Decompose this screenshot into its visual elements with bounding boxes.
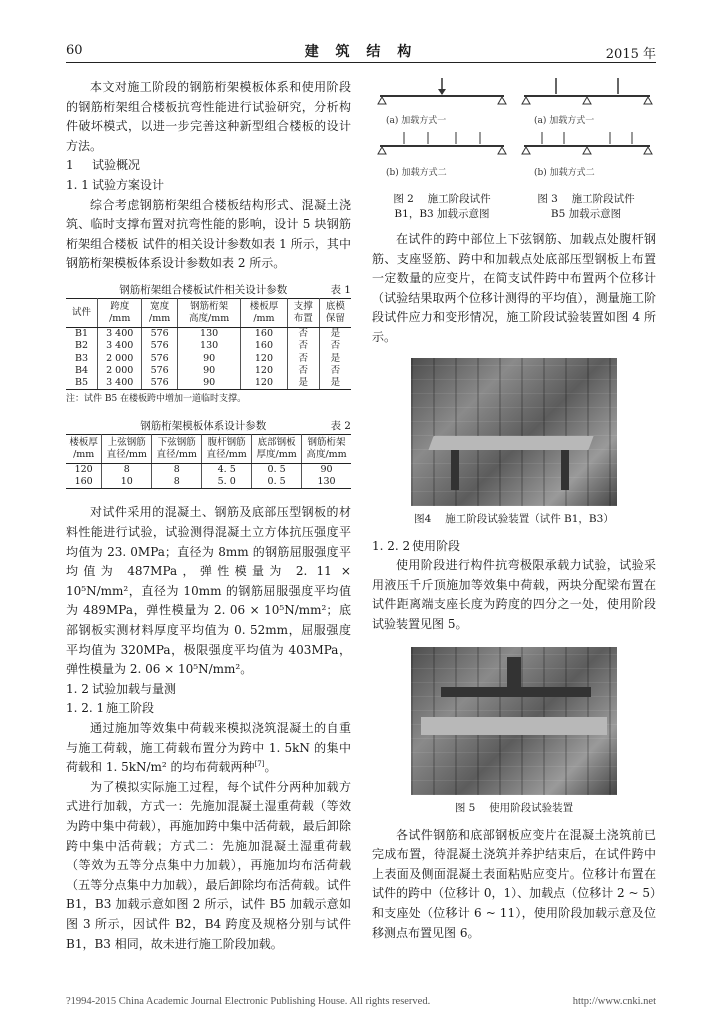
table-1-caption — [66, 282, 351, 298]
table-cell: 576 — [142, 352, 178, 365]
section-1-2-2-heading — [372, 537, 656, 557]
table-cell: 是 — [287, 377, 319, 390]
table-row — [66, 377, 351, 390]
table-cell: 160 — [241, 327, 287, 340]
table-header-cell: 宽度 /mm — [142, 298, 178, 327]
intro-paragraph: 本文对施工阶段的钢筋桁架模板体系和使用阶段的钢筋桁架组合楼板抗弯性能进行试验研究，分析构件破坏模式，以进一步完善这种新型组合楼板的设计方法。 — [66, 80, 351, 153]
table-cell: B5 — [66, 377, 98, 390]
table-cell: 90 — [177, 352, 240, 365]
table-cell: 8 — [152, 476, 202, 489]
table-cell: 0. 5 — [252, 476, 302, 489]
table-row — [66, 476, 351, 489]
table-cell: 120 — [66, 464, 102, 477]
support-left — [522, 147, 530, 154]
table-cell: 160 — [241, 340, 287, 353]
table-header-cell: 下弦钢筋 直径/mm — [152, 435, 202, 464]
fig-2-3-captions — [372, 192, 656, 222]
distribution-beam — [441, 687, 591, 697]
table-cell: 10 — [102, 476, 152, 489]
journal-year: 2015 年 — [605, 47, 656, 62]
fig-2-caption — [372, 192, 512, 222]
table-title: 钢筋桁架组合楼板试件相关设计参数 — [119, 283, 288, 296]
table-cell: B1 — [66, 327, 98, 340]
table-header-cell: 钢筋桁架 高度/mm — [302, 435, 351, 464]
table-header-cell: 上弦钢筋 直径/mm — [102, 435, 152, 464]
support-post — [561, 450, 569, 490]
fig-2-sub-b: (b) 加载方式二 — [386, 168, 447, 178]
section-1-2-heading — [66, 680, 351, 700]
table-cell: 90 — [177, 365, 240, 378]
table-2-caption — [66, 418, 351, 434]
table-cell: 否 — [330, 340, 341, 352]
table-cell: B3 — [66, 352, 98, 365]
support-left — [378, 97, 386, 104]
support-right — [644, 97, 652, 104]
table-cell: 120 — [241, 377, 287, 390]
table-cell: B4 — [66, 365, 98, 378]
table-cell: 120 — [241, 352, 287, 365]
table-label: 表 1 — [330, 283, 351, 296]
table-header-cell: 楼板厚 /mm — [66, 435, 102, 464]
table-cell: 576 — [142, 340, 178, 353]
footer-url: http://www.cnki.net — [572, 996, 656, 1007]
figures-2-3 — [372, 74, 656, 189]
gauges-paragraph: 在试件的跨中部位上下弦钢筋、加载点处腹杆钢筋、支座竖筋、跨中和加载点处底部压型钢板上布置一定数量的应变片，在简支试件跨中布置两个位移计（试验结果取两个位移计测得的平均值），测量施工阶段试件应力和变形情况，施工阶段试验装置如图 4 所示。 — [372, 232, 656, 344]
table-cell: 2 000 — [98, 352, 142, 365]
caption-line: 图 2 施工阶段试件 — [393, 193, 491, 205]
section-1-2-1-paragraph-a — [66, 719, 351, 778]
table-cell: 否 — [330, 365, 341, 377]
table-1 — [66, 298, 351, 391]
right-column — [372, 74, 656, 943]
journal-name: 建 筑 结 构 — [304, 44, 418, 60]
table-header-cell: 楼板厚 /mm — [241, 298, 287, 327]
paragraph-end: 。 — [264, 760, 277, 775]
fig-2-sub-a: (a) 加载方式一 — [386, 116, 447, 126]
section-1-heading — [66, 156, 351, 176]
fig-3-sub-b: (b) 加载方式二 — [534, 168, 595, 178]
section-number: 1. 2. 1 — [66, 701, 105, 716]
table-row — [66, 464, 351, 477]
table-cell: 90 — [177, 377, 240, 390]
support-right — [498, 147, 506, 154]
section-title: 使用阶段 — [412, 538, 461, 553]
section-title: 施工阶段 — [106, 701, 155, 716]
fig-5-photo — [411, 647, 617, 795]
copyright-text: ?1994-2015 China Academic Journal Electronic Publishing House. All rights reserved. — [66, 996, 431, 1007]
table-row — [66, 352, 351, 365]
table-title: 钢筋桁架模板体系设计参数 — [140, 420, 267, 433]
specimen-slab — [421, 717, 607, 735]
table-cell: 是 — [330, 327, 341, 339]
final-paragraph: 各试件钢筋和底部钢板应变片在混凝土浇筑前已完成布置，待混凝土浇筑并养护结束后，在试件跨中上表面及侧面混凝土表面粘贴应变片。位移计布置在试件的跨中（位移计 0，1）、加载点（位移计 2 ~ 5）和支座处（位移计 6 ~ 11），使用阶段加载示意及位移测点布置见图 6。 — [372, 827, 656, 940]
caption-line: 图 3 施工阶段试件 — [537, 193, 635, 205]
page-number: 60 — [66, 43, 83, 58]
specimen-slab — [428, 436, 593, 450]
section-1-1-heading — [66, 176, 351, 196]
table-header-cell: 腹杆钢筋 直径/mm — [202, 435, 252, 464]
section-1-2-1-heading — [66, 699, 351, 719]
table-cell: 8 — [102, 464, 152, 477]
table-cell: 否 — [287, 352, 319, 365]
table-cell: 8 — [152, 464, 202, 477]
table-1-note: 注：试件 B5 在楼板跨中增加一道临时支撑。 — [66, 394, 247, 405]
caption-line: B5 加载示意图 — [550, 208, 622, 220]
table-header-cell: 试件 — [66, 298, 98, 327]
support-right — [644, 147, 652, 154]
section-title: 试验加载与量测 — [92, 681, 177, 696]
table-cell: B2 — [66, 340, 98, 353]
support-mid — [583, 97, 591, 104]
table-row — [66, 340, 351, 353]
section-title: 试验方案设计 — [92, 177, 165, 192]
table-2 — [66, 434, 351, 489]
table-cell: 130 — [177, 327, 240, 340]
caption-line: B1，B3 加载示意图 — [394, 208, 490, 220]
table-cell: 是 — [330, 352, 341, 364]
table-cell: 否 — [287, 340, 319, 353]
table-header-cell: 底模 保留 — [319, 298, 351, 327]
fig-3-caption — [516, 192, 656, 222]
section-title: 试验概况 — [92, 158, 141, 173]
paragraph-text: 通过施加等效集中荷载来模拟浇筑混凝土的自重与施工荷载，施工荷载布置分为跨中 1. 5kN 的集中荷载和 1. 5kN/m² 的均布荷载两种 — [66, 720, 351, 775]
support-mid — [583, 147, 591, 154]
table-cell: 是 — [319, 377, 351, 390]
table-row — [66, 327, 351, 340]
table-cell: 130 — [177, 340, 240, 353]
page-header — [66, 41, 656, 63]
arrow-head — [438, 89, 446, 95]
support-left — [378, 147, 386, 154]
left-column — [66, 78, 351, 954]
section-number: 1. 2 — [66, 681, 89, 696]
fig-4-caption: 图4 施工阶段试验装置（试件 B1，B3） — [414, 512, 614, 525]
table-cell: 576 — [142, 365, 178, 378]
fig-5-caption: 图 5 使用阶段试验装置 — [454, 801, 574, 814]
table-header-cell: 底部钢板 厚度/mm — [252, 435, 302, 464]
support-post — [451, 450, 459, 490]
table-cell: 90 — [320, 464, 333, 476]
table-cell: 130 — [302, 476, 351, 489]
table-cell: 0. 5 — [252, 464, 302, 477]
table-cell: 2 000 — [98, 365, 142, 378]
table-cell: 4. 5 — [202, 464, 252, 477]
table-row — [66, 365, 351, 378]
table-cell: 576 — [142, 327, 178, 340]
fig-3-sub-a: (a) 加载方式一 — [534, 116, 595, 126]
table-label: 表 2 — [330, 420, 351, 433]
table-cell: 3 400 — [98, 340, 142, 353]
section-1-1-paragraph: 综合考虑钢筋桁架组合楼板结构形式、混凝土浇筑、临时支撑布置对抗弯性能的影响，设计 5 块钢筋桁架组合楼板 试件的相关设计参数如表 1 所示，其中钢筋桁架模板体系设计参数如表 2 所示。 — [66, 197, 351, 271]
section-number: 1. 2. 2 — [372, 538, 411, 553]
table-cell: 5. 0 — [202, 476, 252, 489]
section-number: 1. 1 — [66, 177, 89, 192]
table-header-cell: 跨度 /mm — [98, 298, 142, 327]
table-cell: 否 — [287, 365, 319, 378]
table-header-cell: 支撑 布置 — [287, 298, 319, 327]
jack — [507, 657, 521, 687]
support-right — [498, 97, 506, 104]
table-cell: 3 400 — [98, 327, 142, 340]
table-cell: 3 400 — [98, 377, 142, 390]
page-footer — [66, 996, 656, 1007]
table-header-cell: 钢筋桁架 高度/mm — [177, 298, 240, 327]
table-cell: 否 — [287, 327, 319, 340]
fig-4-photo — [411, 358, 617, 506]
section-1-2-1-paragraph-b: 为了模拟实际施工过程，每个试件分两种加载方式进行加载，方式一：先施加混凝土湿重荷载（等效为跨中集中荷载），再施加跨中集中活荷载，最后卸除跨中集中活荷载；方式二：先施加混凝土湿重荷载（等效为五等分点集中力加载），再施加均布活荷载（五等分点集中力加载），最后卸除均布活荷载。试件 B1，B3 加载示意如图 2 所示，试件 B5 加载示意如图 3 所示，因试件 B2，B4 跨度及规格分别与试件 B1，B3 相同，故未进行施工阶段加载。 — [66, 779, 351, 951]
section-number: 1 — [66, 158, 74, 173]
materials-paragraph: 对试件采用的混凝土、钢筋及底部压型钢板的材料性能进行试验，试验测得混凝土立方体抗压强度平均值为 23. 0MPa；直径为 8mm 的钢筋屈服强度平均值为 487MPa，弹性模量为 2. 11 × 10⁵N/mm²，直径为 10mm 的钢筋屈服强度平均值为 489MPa，弹性模量为 2. 06 × 10⁵N/mm²；底部钢板实测材料厚度平均值为 0. 52mm，屈服强度平均值为 320MPa，极限强度平均值为 403MPa，弹性模量为 2. 06 × 10⁵N/mm²。 — [66, 505, 351, 677]
table-cell: 576 — [142, 377, 178, 390]
table-cell: 160 — [66, 476, 102, 489]
table-cell: 120 — [241, 365, 287, 378]
section-1-2-2-paragraph: 使用阶段进行构件抗弯极限承载力试验，试验采用液压千斤顶施加等效集中荷载，两块分配梁布置在试件距离端支座长度为跨度的四分之一处，使用阶段试验装置见图 5。 — [372, 558, 656, 631]
support-left — [522, 97, 530, 104]
citation: [7] — [254, 760, 265, 769]
